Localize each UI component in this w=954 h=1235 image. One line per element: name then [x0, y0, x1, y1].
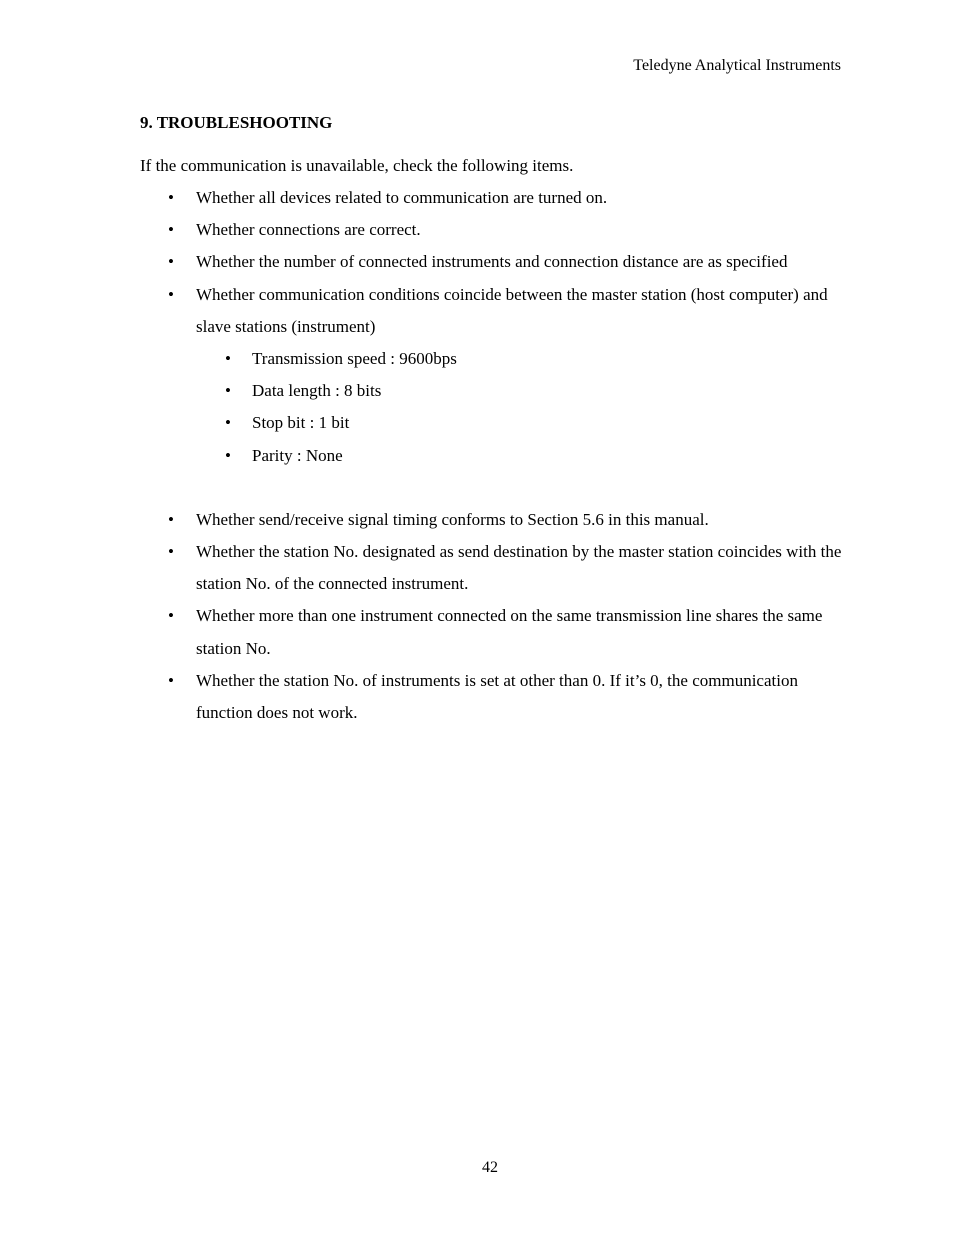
list-item [168, 279, 846, 343]
bullet-icon: • [225, 349, 231, 369]
list-item [168, 214, 846, 246]
sub-list-item [225, 375, 842, 407]
list-item-text: Whether all devices related to communication are turned on. [196, 188, 608, 207]
list-item-text: Whether communication conditions coincide between the master station (host computer) and slave stations (instrument) [196, 284, 828, 336]
list-item-text: Whether the station No. designated as send destination by the master station coincides with the station No. of the connected instrument. [196, 542, 842, 594]
bullet-icon: • [168, 220, 174, 240]
list-item-text: Whether connections are correct. [196, 220, 421, 240]
bullet-icon: • [168, 252, 174, 272]
page-number: 42 [482, 1159, 498, 1176]
bullet-icon: • [225, 381, 231, 401]
section-title: 9. TROUBLESHOOTING [140, 113, 333, 132]
list-item-text: Whether the number of connected instruments and connection distance are as specified [196, 252, 788, 272]
sub-list-item [225, 440, 842, 472]
bullet-icon: • [225, 413, 231, 433]
bullet-icon: • [168, 284, 174, 304]
list-item-text: Whether send/receive signal timing conforms to Section 5.6 in this manual. [196, 509, 709, 529]
sub-list-item-text: Stop bit : 1 bit [252, 413, 350, 433]
list-item [168, 665, 846, 729]
bullet-icon: • [168, 542, 174, 562]
sub-list-item [225, 343, 842, 375]
list-item [168, 504, 846, 536]
bullet-icon: • [225, 445, 231, 465]
troubleshooting-checklist [0, 182, 954, 729]
bullet-icon: • [168, 509, 174, 529]
intro-paragraph: If the communication is unavailable, check the following items. [140, 156, 574, 175]
list-item [168, 600, 846, 664]
sub-list-item-text: Transmission speed : 9600bps [252, 349, 457, 369]
list-item [168, 246, 846, 278]
bullet-icon: • [168, 670, 174, 690]
list-item-text: Whether the station No. of instruments is set at other than 0. If it’s 0, the communication function does not work. [196, 670, 798, 723]
list-spacer [0, 472, 954, 504]
list-item [168, 536, 846, 600]
list-item [168, 182, 846, 214]
sub-list-item-text: Parity : None [252, 445, 343, 465]
running-header: Teledyne Analytical Instruments [633, 57, 841, 74]
sub-list-item-text: Data length : 8 bits [252, 381, 382, 401]
bullet-icon: • [168, 188, 174, 207]
sub-list-item [225, 407, 842, 439]
bullet-icon: • [168, 606, 174, 626]
list-item-text: Whether more than one instrument connected on the same transmission line shares the same station No. [196, 606, 823, 658]
